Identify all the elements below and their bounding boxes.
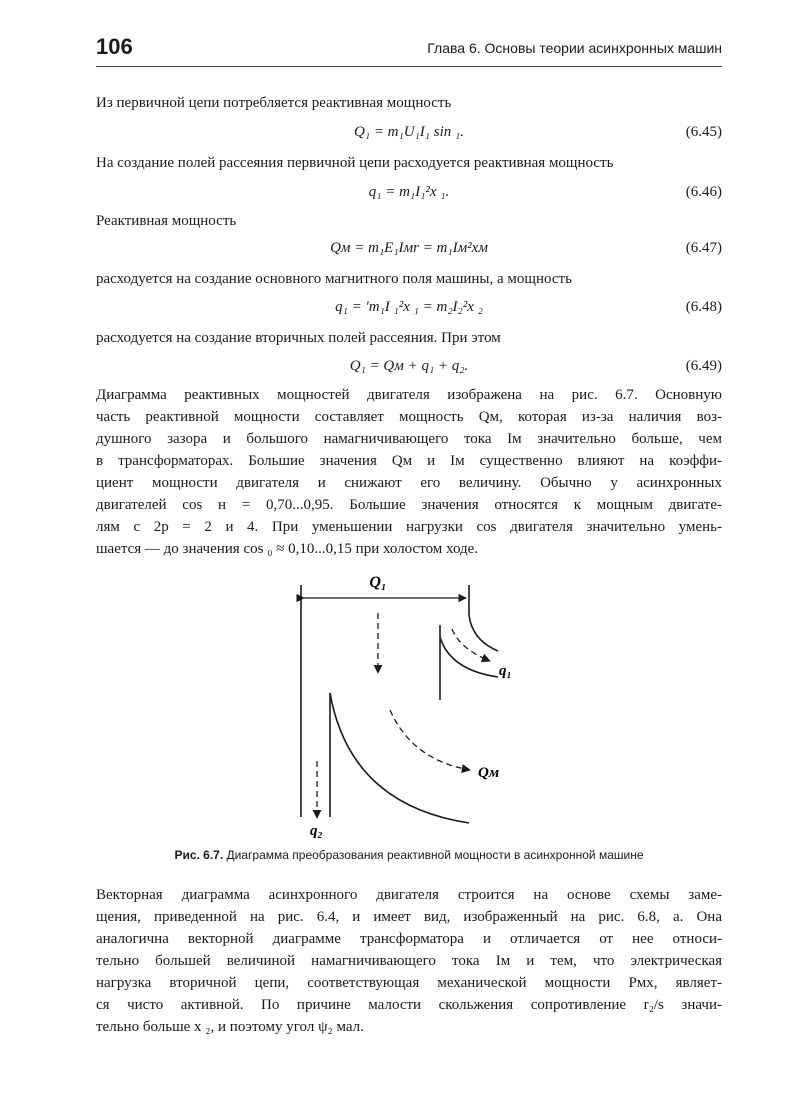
- paragraph-line: двигателей cos н = 0,70...0,95. Большие значения относятся к мощным двигате-: [96, 497, 722, 513]
- text-line-3: Реактивная мощность: [96, 213, 237, 229]
- paragraph-line: ся чисто активной. По причине малости скольжения сопротивление r₂/s значи-: [96, 997, 722, 1013]
- label-q2: q₂: [310, 823, 323, 839]
- figure-caption: [96, 848, 722, 862]
- caption-text: Диаграмма преобразования реактивной мощности в асинхронной машине: [223, 848, 644, 862]
- q1-inner-curve: [440, 637, 498, 677]
- equation-body: q₁ = ′m₁I ₁²x ₁ = m₂I₂²x ₂: [335, 299, 483, 315]
- paragraph-line: в трансформаторах. Большие значения Qм и Iм существенно влияют на коэффи-: [96, 453, 722, 469]
- equation-number: (6.48): [685, 299, 722, 315]
- equation-6-48: [96, 297, 722, 321]
- caption-prefix: Рис. 6.7.: [174, 848, 224, 862]
- paragraph-line: циент мощности двигателя и снижают его величину. Обычно у асинхронных: [96, 475, 722, 491]
- text-line-4: расходуется на создание основного магнитного поля машины, а мощность: [96, 271, 572, 287]
- page-number: 106: [96, 34, 133, 59]
- equation-body: Qм = m₁E₁Iмr = m₁Iм²xм: [330, 240, 488, 256]
- qm-dashed-arrow: [390, 710, 470, 770]
- equation-number: (6.49): [685, 358, 722, 374]
- paragraph-reactive-power: [96, 384, 722, 560]
- paragraph-line: щения, приведенной на рис. 6.4, и имеет вид, изображенный на рис. 6.8, a. Она: [96, 909, 722, 925]
- header-rule: [96, 66, 722, 67]
- paragraph-line: тельно большей величиной намагничивающего тока Iм и тем, что электрическая: [96, 953, 722, 969]
- label-Qm: Qм: [478, 765, 500, 781]
- text-line-5: расходуется на создание вторичных полей рассеяния. При этом: [96, 330, 501, 346]
- paragraph-vector-diagram: [96, 884, 722, 1038]
- text-line-1: Из первичной цепи потребляется реактивная мощность: [96, 95, 452, 111]
- label-q1: q₁: [499, 663, 512, 679]
- paragraph-line: аналогична векторной диаграмме трансформатора и отличается от нее относи-: [96, 931, 722, 947]
- paragraph-line: Векторная диаграмма асинхронного двигателя строится на основе схемы заме-: [96, 887, 722, 903]
- text-line-2: На создание полей рассеяния первичной цепи расходуется реактивная мощность: [96, 155, 614, 171]
- running-header: Глава 6. Основы теории асинхронных машин: [427, 40, 722, 56]
- paragraph-line: душного зазора и большого намагничивающего тока Iм значительно больше, чем: [96, 431, 722, 447]
- equation-6-49: [96, 356, 722, 380]
- paragraph-line: тельно больше x ₂, и поэтому угол ψ₂ мал.: [96, 1019, 364, 1035]
- equation-6-47: [96, 238, 722, 262]
- qm-curve: [330, 693, 469, 823]
- q1-outer-curve: [469, 615, 498, 651]
- paragraph-line: Диаграмма реактивных мощностей двигателя изображена на рис. 6.7. Основную: [96, 387, 722, 403]
- equation-body: Q₁ = m₁U₁I₁ sin ₁.: [354, 124, 464, 140]
- equation-6-45: [96, 122, 722, 146]
- paragraph-line: лям с 2p = 2 и 4. При уменьшении нагрузки cos двигателя значительно умень-: [96, 519, 722, 535]
- paragraph-line: нагрузка вторичной цепи, соответствующая механической мощности Pмх, являет-: [96, 975, 722, 991]
- label-Q1: Q₁: [369, 574, 387, 591]
- equation-number: (6.45): [685, 124, 722, 140]
- equation-body: q₁ = m₁I₁²x ₁.: [368, 184, 450, 200]
- reactive-power-diagram: [280, 565, 520, 840]
- equation-number: (6.47): [685, 240, 722, 256]
- q1-dashed-arrow: [452, 629, 490, 661]
- equation-6-46: [96, 182, 722, 206]
- paragraph-line: шается — до значения cos ₀ ≈ 0,10...0,15 при холостом ходе.: [96, 541, 479, 557]
- equation-number: (6.46): [685, 184, 722, 200]
- equation-body: Q₁ = Qм + q₁ + q₂.: [349, 358, 469, 374]
- paragraph-line: часть реактивной мощности составляет мощность Qм, которая из-за наличия воз-: [96, 409, 722, 425]
